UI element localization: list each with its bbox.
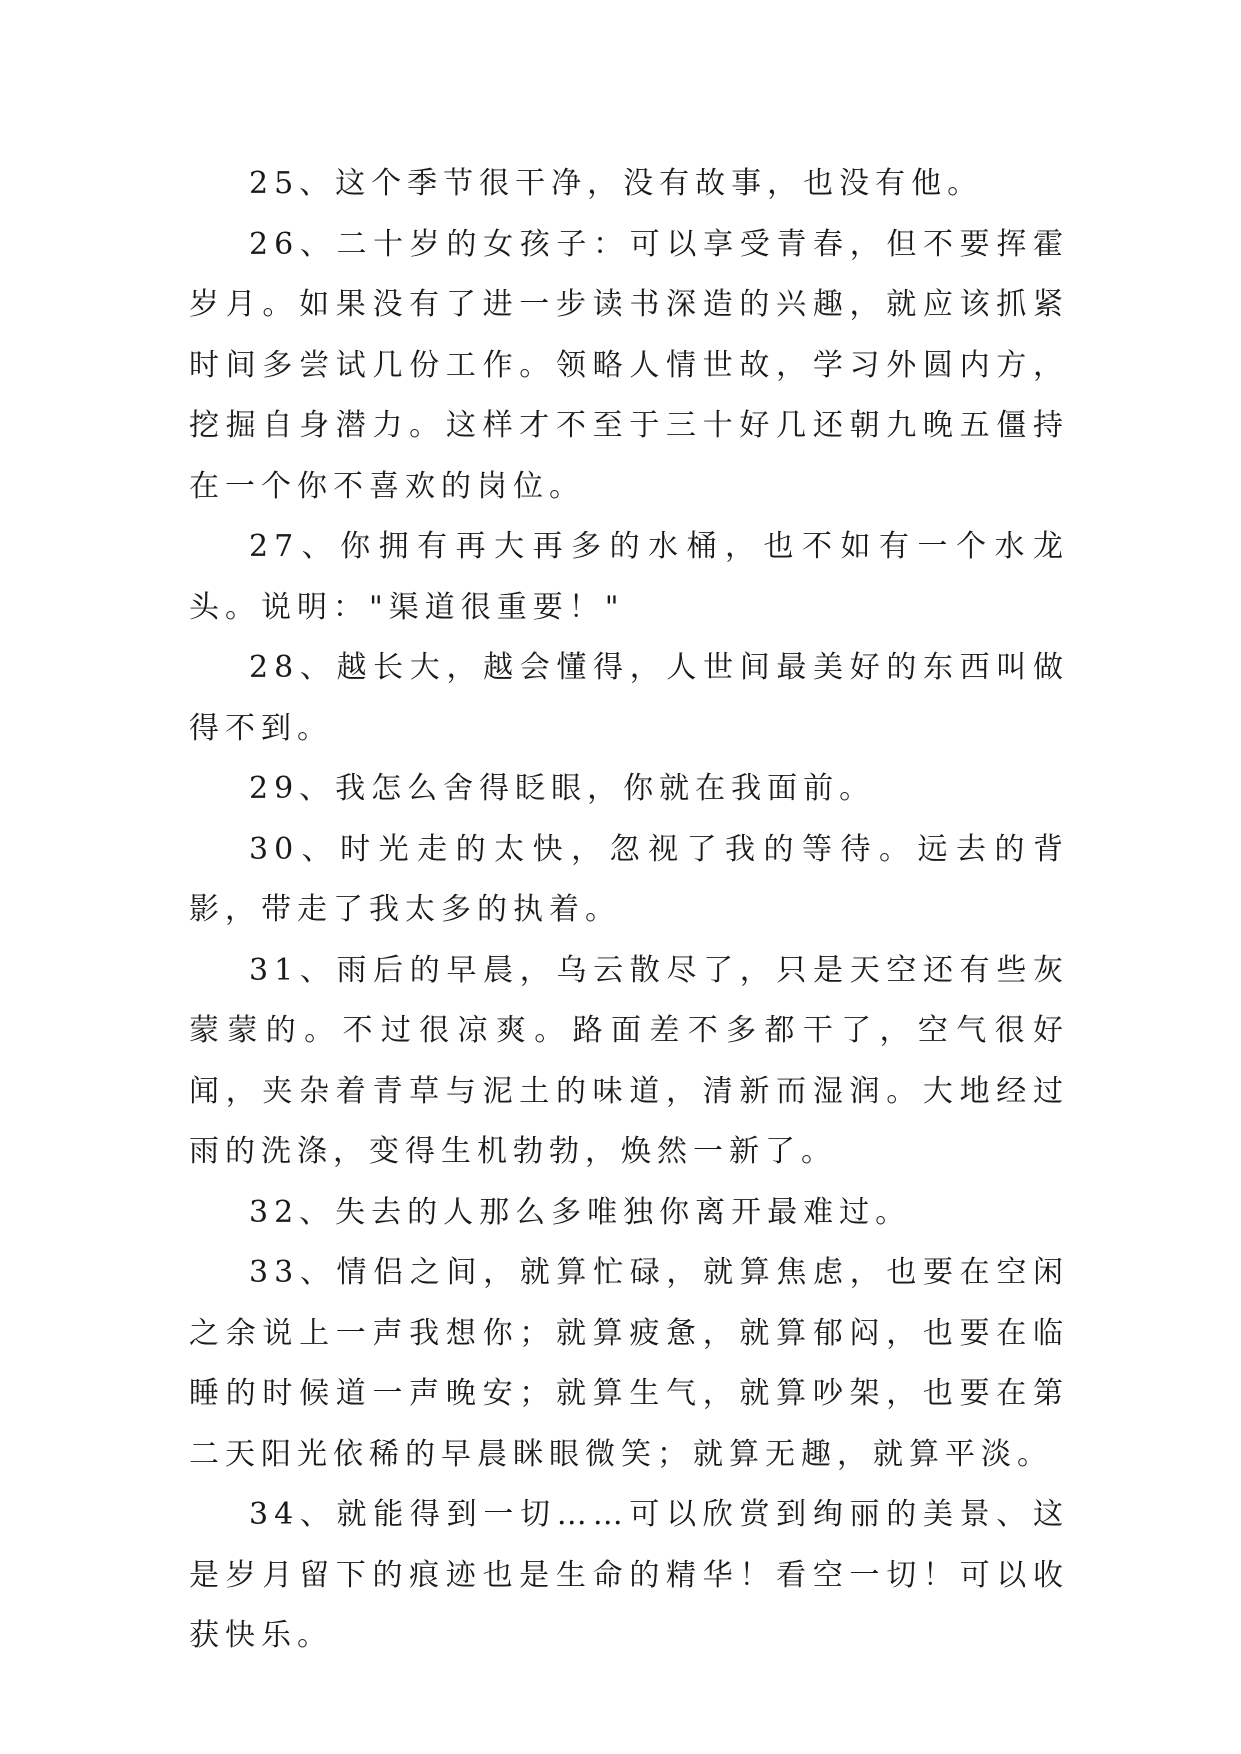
paragraph-30: 30、时光走的太快，忽视了我的等待。远去的背影，带走了我太多的执着。 [189, 831, 1069, 927]
paragraph-26: 26、二十岁的女孩子：可以享受青春，但不要挥霍岁月。如果没有了进一步读书深造的兴趣，就应该抓紧时间多尝试几份工作。领略人情世故，学习外圆内方，挖掘自身潜力。这样才不至于三十好几还朝九晚五僵持在一个你不喜欢的岗位。 [189, 226, 1069, 504]
paragraph-32: 32、失去的人那么多唯独你离开最难过。 [249, 1194, 912, 1230]
paragraph-31: 31、雨后的早晨，乌云散尽了，只是天空还有些灰蒙蒙的。不过很凉爽。路面差不多都干了，空气很好闻，夹杂着青草与泥土的味道，清新而湿润。大地经过雨的洗涤，变得生机勃勃，焕然一新了。 [189, 952, 1069, 1169]
paragraph-25: 25、这个季节很干净，没有故事，也没有他。 [249, 166, 984, 201]
paragraph-34: 34、就能得到一切……可以欣赏到绚丽的美景、这是岁月留下的痕迹也是生命的精华！看空一切！可以收获快乐。 [189, 1497, 1069, 1653]
document-body [189, 154, 1069, 1667]
paragraph-33: 33、情侣之间，就算忙碌，就算焦虑，也要在空闲之余说上一声我想你；就算疲惫，就算郁闷，也要在临睡的时候道一声晚安；就算生气，就算吵架，也要在第二天阳光依稀的早晨眯眼微笑；就算无趣，就算平淡。 [189, 1255, 1069, 1472]
paragraph-28: 28、越长大，越会懂得，人世间最美好的东西叫做得不到。 [189, 650, 1069, 746]
paragraph-29: 29、我怎么舍得眨眼，你就在我面前。 [249, 771, 876, 806]
paragraph-27: 27、你拥有再大再多的水桶，也不如有一个水龙头。说明："渠道很重要！" [189, 529, 1069, 625]
